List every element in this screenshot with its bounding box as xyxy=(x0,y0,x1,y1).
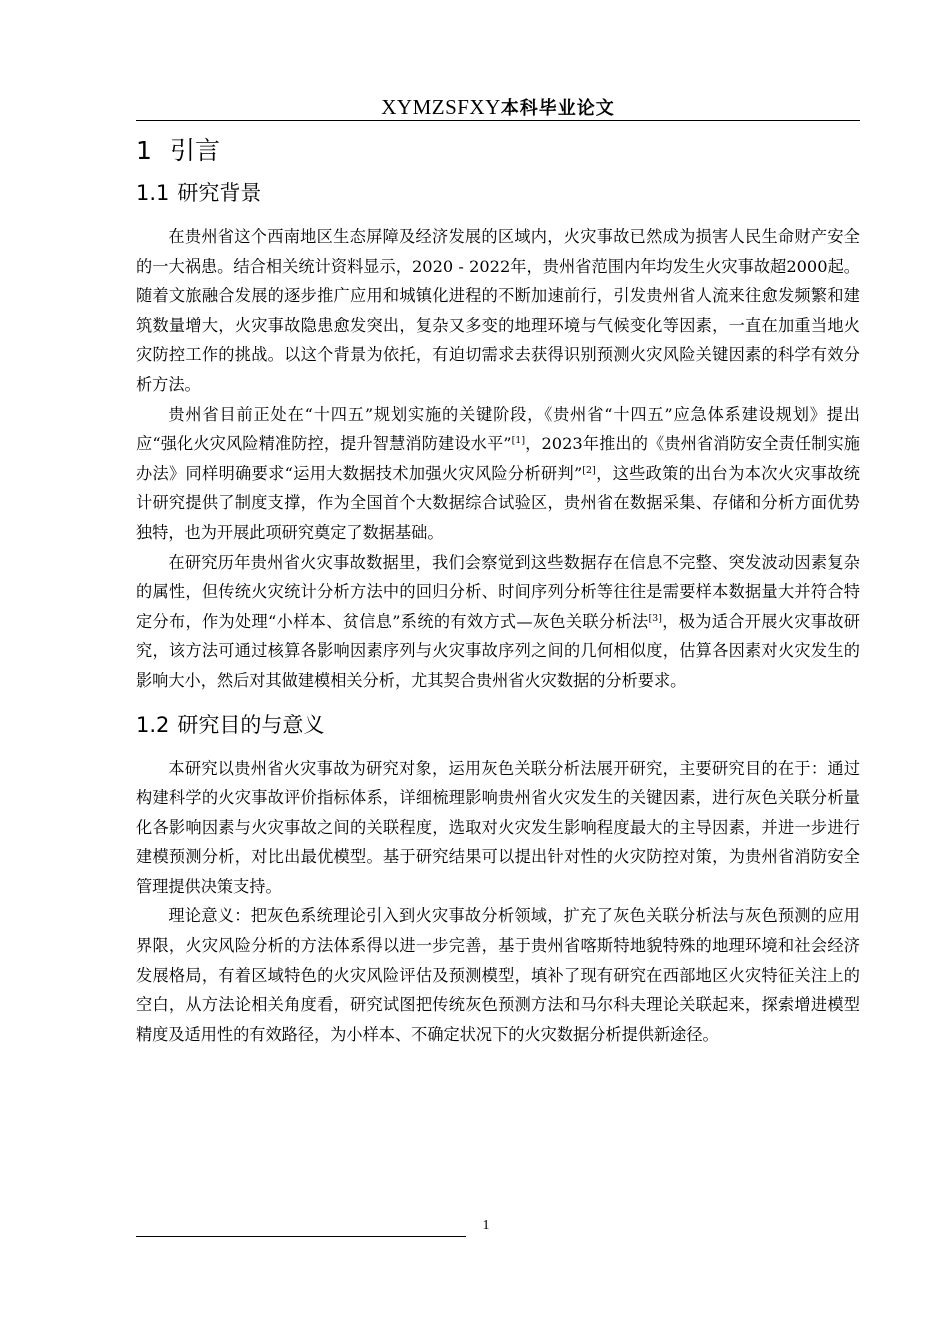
paragraph-background-2 xyxy=(136,400,860,548)
section-number: 1.2 xyxy=(136,712,170,737)
section-title: 研究背景 xyxy=(177,181,262,205)
paragraph-text: ，这些政策的出台为本次火灾事故统计研究提供了制度支撑，作为全国首个大数据综合试验区，贵州省在数据采集、存储和分析方面优势独特，也为开展此项研究奠定了数据基础。 xyxy=(136,463,860,542)
chapter-title: 引言 xyxy=(170,136,221,165)
paragraph-purpose-1 xyxy=(136,754,860,902)
paragraph-background-3 xyxy=(136,548,860,696)
citation-3: [3] xyxy=(648,612,662,624)
paragraph-purpose-2 xyxy=(136,901,860,1049)
paragraph-text: 在研究历年贵州省火灾事故数据里，我们会察觉到这些数据存在信息不完整、突发波动因素复杂的属性，但传统火灾统计分析方法中的回归分析、时间序列分析等往往是需要样本数据量大并符合特定分布，作为处理“小样本、贫信息”系统的有效方式—灰色关联分析法 xyxy=(136,552,860,631)
citation-1: [1] xyxy=(511,435,526,447)
paragraph-text: ，2023年推出的《贵州省消防安全责任制实施办法》同样明确要求“运用大数据技术加强火灾风险分析研判” xyxy=(136,434,860,483)
section-heading-purpose xyxy=(136,708,860,754)
section-title: 研究目的与意义 xyxy=(177,712,325,737)
section-number: 1.1 xyxy=(136,181,170,205)
running-header xyxy=(136,94,860,122)
chapter-heading xyxy=(136,128,860,176)
citation-2: [2] xyxy=(582,464,596,476)
footer-rule xyxy=(136,1236,466,1237)
chapter-number: 1 xyxy=(136,136,152,165)
paragraph-text: ，极为适合开展火灾事故研究，该方法可通过核算各影响因素序列与火灾事故序列之间的几何相似度，估算各因素对火灾发生的影响大小，然后对其做建模相关分析，尤其契合贵州省火灾数据的分析要求。 xyxy=(136,611,860,690)
paragraph-text: 在贵州省这个西南地区生态屏障及经济发展的区域内，火灾事故已然成为损害人民生命财产安全的一大祸患。结合相关统计资料显示，2020 - 2022年，贵州省范围内年均发生火灾事故超2000起。随着文旅融合发展的逐步推广应用和城镇化进程的不断加速前行，引发贵州省人流来往愈发频繁和建筑数量增大，火灾事故隐患愈发突出，复杂又多变的地理环境与气候变化等因素，一直在加重当地火灾防控工作的挑战。以这个背景为依托，有迫切需求去获得识别预测火灾风险关键因素的科学有效分析方法。 xyxy=(136,227,860,394)
paragraph-text: 本研究以贵州省火灾事故为研究对象，运用灰色关联分析法展开研究，主要研究目的在于：通过构建科学的火灾事故评价指标体系，详细梳理影响贵州省火灾发生的关键因素，进行灰色关联分析量化各影响因素与火灾事故之间的关联程度，选取对火灾发生影响程度最大的主导因素，并进一步进行建模预测分析，对比出最优模型。基于研究结果可以提出针对性的火灾防控对策，为贵州省消防安全管理提供决策支持。 xyxy=(136,758,860,896)
section-heading-background xyxy=(136,176,860,222)
section-spacer xyxy=(136,696,860,708)
paragraph-text: 理论意义：把灰色系统理论引入到火灾事故分析领域，扩充了灰色关联分析法与灰色预测的应用界限，火灾风险分析的方法体系得以进一步完善，基于贵州省喀斯特地貌特殊的地理环境和社会经济发展格局，有着区域特色的火灾风险评估及预测模型，填补了现有研究在西部地区火灾特征关注上的空白，从方法论相关角度看，研究试图把传统灰色预测方法和马尔科夫理论关联起来，探索增进模型精度及适用性的有效路径，为小样本、不确定状况下的火灾数据分析提供新途径。 xyxy=(136,906,860,1044)
running-header-chinese: 本科毕业论文 xyxy=(500,98,615,119)
page-number: 1 xyxy=(482,1218,490,1233)
main-content xyxy=(136,128,860,1049)
paragraph-text: 贵州省目前正处在“十四五”规划实施的关键阶段，《贵州省“十四五”应急体系建设规划》提出应“强化火灾风险精准防控，提升智慧消防建设水平” xyxy=(136,404,860,454)
running-header-english: XYMZSFXY xyxy=(381,95,501,119)
paragraph-background-1 xyxy=(136,222,860,400)
header-rule xyxy=(136,120,860,121)
